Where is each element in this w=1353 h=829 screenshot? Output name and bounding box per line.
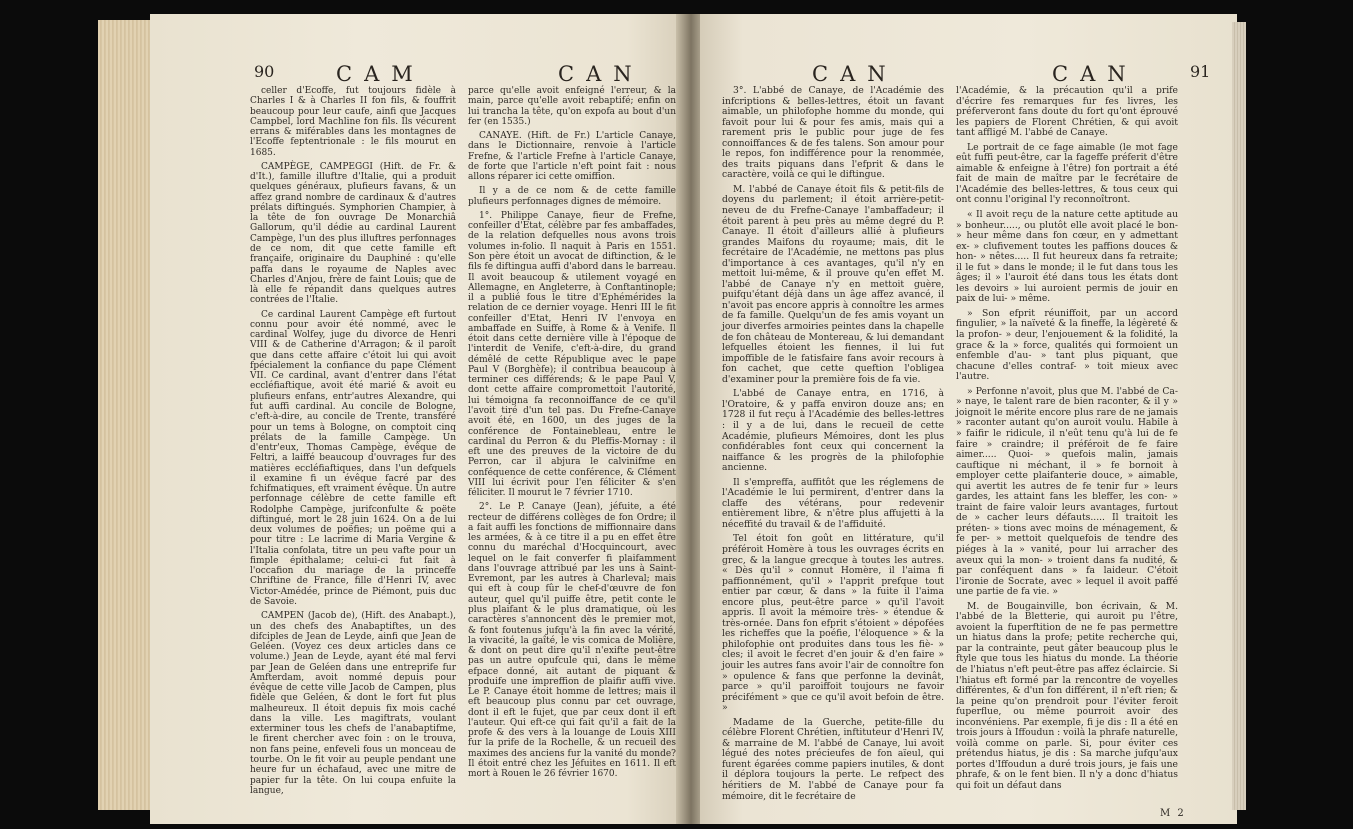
right-page-edges xyxy=(1232,22,1246,810)
right-page xyxy=(700,14,1237,824)
right-column-2 xyxy=(956,86,1178,796)
right-running-head-2: CAN xyxy=(1052,62,1138,86)
paragraph: L'abbé de Canaye entra, en 1716, à l'Oratoire, & y paffa environ douze ans; en 1728 il fut reçu à l'Académie des belles-lettres : il y a de lui, dans le recueil de cette Académie, plufieurs Mémoires, dont les plus confidérables font ceux qui concernent la naiffance & les progrès de la philofophie ancienne. xyxy=(722,388,944,474)
left-running-head-1: CAM xyxy=(336,62,425,86)
paragraph: CANAYE. (Hift. de Fr.) L'article Canaye, dans le Dictionnaire, renvoie à l'article Frefne, & l'article Frefne à l'article Canaye, de forte que l'article n'eft point fait : nous allons réparer ici cette omiffion. xyxy=(468,131,676,183)
paragraph: Le portrait de ce fage aimable (le mot fage eût fuffi peut-être, car la fageffe préferit d'être aimable & enfeigne à l'être) fon portrait a été fait de main de maître par le fecrétaire de l'Académie des belles-lettres, & tous ceux qui ont connu l'original l'y reconnoîtront. xyxy=(956,141,1178,206)
book-page-edges xyxy=(98,20,154,810)
paragraph: 1°. Philippe Canaye, fieur de Frefne, confeiller d'Etat, célèbre par fes ambaffades, de la relation defquelles nous avons trois volumes in-folio. Il naquit à Paris en 1551. Son père étoit un avocat de diftinction, & le fils fe diftingua auffi d'abord dans le barreau. Il avoit beaucoup & utilement voyagé en Allemagne, en Angleterre, à Conftantinople; il a publié fous le titre d'Ephémérides la relation de ce dernier voyage. Henri III le fit confeiller d'Etat, Henri IV l'envoya en ambaffade en Suiffe, à Rome & à Venife. Il étoit dans cette dernière ville à l'époque de l'interdit de Venife, c'eft-à-dire, du grand démêlé de cette République avec le pape Paul V (Borghèfe); il contribua beaucoup à terminer ces différends; & le pape Paul V, dont cette affaire compromettoit l'autorité, lui témoigna fa reconnoiffance de ce qu'il l'avoit tiré d'un tel pas. Du Frefne-Canaye avoit été, en 1600, un des juges de la conférence de Fontainebleau, entre le cardinal du Perron & du Pleffis-Mornay : il eft une des preuves de la victoire de du Perron, car il abjura le calvinifme en conféquence de cette conférence, & Clément VIII lui écrivit pour l'en féliciter & s'en féliciter. Il mourut le 7 février 1710. xyxy=(468,210,676,499)
paragraph: Il s'empreffa, auffitôt que les réglemens de l'Académie le lui permirent, d'entrer dans la claffe des vétérans, pour redevenir entièrement libre, & n'être plus affujetti à la néceffité du travail & de l'affiduité. xyxy=(722,476,944,530)
paragraph: M. de Bougainville, bon écrivain, & M. l'abbé de la Bletterie, qui auroit pu l'être, avoient la fuperftition de ne fe pas permettre un hiatus dans la profe; petite recherche qui, par la contrainte, peut gâter beaucoup plus le ftyle que tous les hiatus du monde. La théorie de l'hiatus n'eft peut-être pas affez éclaircie. Si l'hiatus eft formé par la rencontre de voyelles différentes, & d'un fon différent, il n'eft rien; & la peine qu'on prendroit pour l'éviter feroit fuperflue, ou même pourroit avoir des inconvéniens. Par exemple, fi je dis : Il a été en trois jours à Iffoudun : voilà la phrafe naturelle, voilà comme on parle. Si, pour éviter ces prétendus hiatus, je dis : Sa marche jufqu'aux portes d'Iffoudun a duré trois jours, je fais une phrafe, & on le fent bien. Il n'y a donc d'hiatus qui foit un défaut dans xyxy=(956,600,1178,791)
right-column-1 xyxy=(722,86,944,806)
paragraph: Ce cardinal Laurent Campège eft furtout connu pour avoir été nommé, avec le cardinal Wolfey, juge du divorce de Henri VIII & de Catherine d'Arragon; & il paroît que dans cette affaire c'étoit lui qui avoit fpécialement la confiance du pape Clément VII. Ce cardinal, avant d'entrer dans l'état eccléfiaftique, avoit été marié & avoit eu plufieurs enfans, entr'autres Alexandre, qui fut auffi cardinal. Au concile de Bologne, c'eft-à-dire, au concile de Trente, transféré pour un tems à Bologne, on comptoit cinq prélats de la famille Campège. Un d'entr'eux, Thomas Campège, évêque de Feltri, a laiffé beaucoup d'ouvrages fur des matières eccléfiaftiques, dans l'un defquels il examine fi un évêque facré par des fchifmatiques, eft vraiment évêque. Un autre perfonnage célèbre de cette famille eft Rodolphe Campège, jurifconfulte & poëte diftingué, mort le 28 juin 1624. On a de lui deux volumes de poëfies; un poëme qui a pour titre : Le lacrime di Maria Vergine & l'Italia confolata, titre un peu vafte pour un fimple épithalame; celui-ci fut fait à l'occafion du mariage de la princeffe Chriftine de France, fille d'Henri IV, avec Victor-Amédée, prince de Piémont, puis duc de Savoie. xyxy=(250,309,456,608)
right-page-number: 91 xyxy=(1190,62,1211,81)
paragraph: celler d'Ecoffe, fut toujours fidèle à Charles I & à Charles II fon fils, & fouffrit beaucoup pour leur caufe, ainfi que Jacques Campbel, lord Machline fon fils. Ils vécurent errans & miférables dans les montagnes de l'Ecoffe feptentrionale : le fils mourut en 1685. xyxy=(250,86,456,158)
signature-mark: M 2 xyxy=(1160,808,1186,819)
paragraph: Madame de la Guerche, petite-fille du célèbre Florent Chrétien, inftituteur d'Henri IV, & marraine de M. l'abbé de Canaye, lui avoit légué des notes précieufes de fon aïeul, qui furent égarées comme papiers inutiles, & dont il déplora toujours la perte. Le refpect des héritiers de M. l'abbé de Canaye pour fa mémoire, dit le fecrétaire de xyxy=(722,716,944,802)
paragraph: l'Académie, & la précaution qu'il a prife d'écrire fes remarques fur fes livres, les préferveront fans doute du fort qu'ont éprouvé les papiers de Florent Chrétien, & qui avoit tant affligé M. l'abbé de Canaye. xyxy=(956,85,1178,139)
paragraph: » Son efprit réuniffoit, par un accord fingulier, » la naïveté & la fineffe, la légèreté & la profon- » deur, l'enjouement & la folidité, la grace & la » force, qualités qui formoient un enfemble d'au- » tant plus piquant, que chacune d'elles contraf- » toit mieux avec l'autre. xyxy=(956,307,1178,383)
right-running-head-1: CAN xyxy=(812,62,898,86)
paragraph: M. l'abbé de Canaye étoit fils & petit-fils de doyens du parlement; il étoit arrière-petit-neveu de du Frefne-Canaye l'ambaffadeur; il étoit parent à peu près au même degré du P. Canaye. Il étoit d'ailleurs allié à plufieurs grandes Maifons du royaume; mais, dit le fecrétaire de l'Académie, ne mettons pas plus d'importance à ces avantages, qu'il n'y en mettoit lui-même, & il prouve qu'en effet M. l'abbé de Canaye n'y en mettoit guère, puifqu'étant déjà dans un âge affez avancé, il n'avoit pas encore appris à connoître les armes de fa famille. Quelqu'un de fes amis voyant un jour diverfes armoiries peintes dans la chapelle de fon château de Montereau, & lui demandant lefquelles étoient les fiennes, il lui fut impoffible de le fatisfaire fans avoir recours à fon cachet, que cette queftion l'obligea d'examiner pour la première fois de fa vie. xyxy=(722,183,944,385)
paragraph: 2°. Le P. Canaye (Jean), jéfuite, a été recteur de différens collèges de fon Ordre; il a fait auffi les fonctions de miffionnaire dans les armées, & à ce titre il a pu en effet être connu du maréchal d'Hocquincourt, avec lequel on le fait converfer fi plaifamment dans l'ouvrage attribué par les uns à Saint-Evremont, par les autres à Charleval; mais qui eft à coup fûr le chef-d'œuvre de fon auteur, quel qu'il puiffe être, petit conte le plus plaifant & le plus dramatique, où les caractères s'annoncent dès le premier mot, & font foutenus jufqu'à la fin avec la vérité, la vivacité, la gaîté, le vis comica de Molière, & dont on peut dire qu'il n'exifte peut-être pas un autre opufcule qui, dans le même efpace donné, ait autant de piquant & produife une impreffion de plaifir auffi vive. Le P. Canaye étoit homme de lettres; mais il eft beaucoup plus connu par cet ouvrage, dont il eft le fujet, que par ceux dont il eft l'auteur. Qui eft-ce qui fait qu'il a fait de la profe & des vers à la louange de Louis XIII fur la prife de la Rochelle, & un recueil des maximes des anciens fur la vanité du monde? Il étoit entré chez les Jéfuites en 1611. Il eft mort à Rouen le 26 février 1670. xyxy=(468,502,676,780)
paragraph: Tel étoit fon goût en littérature, qu'il préféroit Homère à tous les ouvrages écrits en grec, & la langue grecque à toutes les autres. « Dès qu'il » connut Homère, il l'aima fi paffionnément, qu'il » l'apprit prefque tout entier par cœur, & dans » la fuite il l'aima encore plus, peut-être parce » qu'il l'avoit appris. Il avoit la mémoire très- » étendue & très-ornée. Dans fon efprit s'étoient » dépofées les richeffes que la poéfie, l'éloquence » & la philofophie ont produites dans tous les fiè- » cles; il avoit le fecret d'en jouir & d'en faire » jouir les autres fans avoir l'air de connoître fon » opulence & fans que perfonne la devinât, parce » qu'il paroiffoit toujours ne favoir précifément » que ce qu'il avoit befoin de être. » xyxy=(722,533,944,714)
left-column-2 xyxy=(468,86,676,784)
paragraph: CAMPEN (Jacob de), (Hift. des Anabapt.), un des chefs des Anabaptiftes, un des difciples de Jean de Leyde, ainfi que Jean de Geléen. (Voyez ces deux articles dans ce volume.) Jean de Leyde, ayant été mal fervi par Jean de Geléen dans une entreprife fur Amfterdam, avoit nommé depuis pour évêque de cette ville Jacob de Campen, plus fidèle que Geléen, & dont le fort fut plus malheureux. Il étoit depuis fix mois caché dans la ville. Les magiftrats, voulant exterminer tous les chefs de l'anabaptifme, le firent chercher avec foin : on le trouva, non fans peine, enfeveli fous un monceau de tourbe. On le fit voir au peuple pendant une heure fur un échafaud, avec une mitre de papier fur la tête. On lui coupa enfuite la langue, xyxy=(250,611,456,796)
left-column-1 xyxy=(250,86,456,800)
left-page-number: 90 xyxy=(254,62,275,81)
left-running-head-2: CAN xyxy=(558,62,644,86)
paragraph: » Perfonne n'avoit, plus que M. l'abbé de Ca- » naye, le talent rare de bien raconter, & il y » joignoit le mérite encore plus rare de ne jamais » raconter autant qu'on auroit voulu. Habile à » faifir le ridicule, il n'eût tenu qu'à lui de fe faire » craindre; il préféroit de fe faire aimer..... Quoi- » quefois malin, jamais cauftique ni méchant, il » fe bornoit à employer cette plaifanterie douce, » aimable, qui avertit les autres de fe tenir fur » leurs gardes, les attaint fans les bleffer, les con- » traint de faire valoir leurs avantages, furtout de » cacher leurs défauts..... Il traitoit les préten- » tions avec moins de ménagement, & fe per- » mettoit quelquefois de tendre des piéges à la » vanité, pour lui arracher des aveux qui la mon- » troient dans fa nudité, & par conféquent dans » fa laideur. C'étoit l'ironie de Socrate, avec » lequel il avoit paffé une partie de fa vie. » xyxy=(956,385,1178,598)
paragraph: 3°. L'abbé de Canaye, de l'Académie des infcriptions & belles-lettres, étoit un favant aimable, un philofophe homme du monde, qui favoit pour lui & pour fes amis, mais qui a rarement pris le public pour juge de fes connoiffances & de fes talens. Son amour pour le repos, fon indifférence pour la renommée, des traits piquans dans l'efprit & dans le caractère, voilà ce qui le diftingue. xyxy=(722,85,944,181)
left-page xyxy=(150,14,680,824)
paragraph: parce qu'elle avoit enfeigné l'erreur, & la main, parce qu'elle avoit rebaptifé; enfin on lui trancha la tête, qu'on expofa au bout d'un fer (en 1535.) xyxy=(468,86,676,127)
paragraph: Il y a de ce nom & de cette famille plufieurs perfonnages dignes de mémoire. xyxy=(468,186,676,207)
paragraph: « Il avoit reçu de la nature cette aptitude au » bonheur....., ou plutôt elle avoit placé le bon- » heur même dans fon cœur, en y admettant ex- » clufivement toutes les paffions douces & hon- » nêtes..... Il fut heureux dans fa retraite; il le fut » dans le monde; il le fut dans tous les âges; il » l'auroit été dans tous les états dont les devoirs » lui auroient permis de jouir en paix de lui- » même. xyxy=(956,209,1178,305)
paragraph: CAMPÈGE, CAMPEGGI (Hift. de Fr. & d'It.), famille illuftre d'Italie, qui a produit quelques généraux, plufieurs favans, & un affez grand nombre de cardinaux & d'autres prélats diftingués. Symphorien Champier, à la tête de fon ouvrage De Monarchiâ Gallorum, qu'il dédie au cardinal Laurent Campège, l'un des plus illuftres perfonnages de ce nom, dit que cette famille eft françaife, originaire du Dauphiné : qu'elle paffa dans le royaume de Naples avec Charles d'Anjou, frère de faint Louis; que de là elle fe répandit dans quelques autres contrées de l'Italie. xyxy=(250,161,456,306)
